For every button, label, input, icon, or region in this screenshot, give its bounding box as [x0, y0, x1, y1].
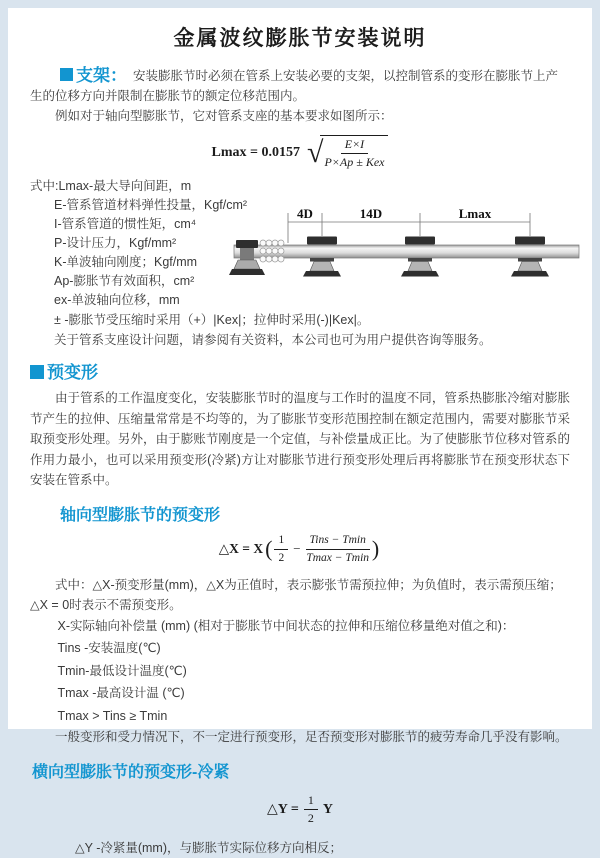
definition-line: ex-单波轴向位移，mm — [54, 293, 180, 307]
variable-line: Tmax > Tins ≥ Tmin — [57, 708, 168, 723]
support-heading: 支架： — [76, 66, 127, 85]
temperature-fraction — [306, 533, 370, 566]
variable-line: Tins -安装温度(℃) — [57, 641, 161, 655]
support-example-line: 例如对于轴向型膨胀节，它对管系支座的基本要求如图所示： — [55, 109, 393, 123]
pipe-support-diagram — [234, 205, 586, 300]
support-intro-paragraph — [30, 66, 570, 106]
half-numerator: 1 — [304, 793, 318, 810]
one-half-fraction — [274, 533, 288, 566]
pipe — [234, 245, 579, 258]
predeform-heading: 预变形 — [47, 363, 98, 382]
document-page — [8, 8, 592, 855]
lateral-formula-rhs: Y — [322, 801, 333, 817]
radical-sign: √ — [307, 135, 324, 169]
close-paren: ) — [371, 536, 380, 561]
lateral-formula — [30, 793, 570, 826]
axial-explain: 式中：△X-预变形量(mm)，△X为正值时，表示膨张节需预拉伸；为负值时，表示需预压缩；△X = 0时表示不需预变形。 — [30, 577, 562, 612]
axial-subheading: 轴向型膨胀节的预变形 — [60, 506, 221, 524]
definition-line: Ap-膨胀节有效面积，cm² — [54, 274, 195, 288]
half-numerator: 1 — [274, 533, 288, 550]
lmax-denominator: P×Ap ± Kex — [324, 155, 385, 169]
variable-line: Tmin-最低设计温度(℃) — [57, 663, 187, 678]
minus-operator: − — [293, 541, 301, 556]
predeform-body: 由于管系的工作温度变化，安装膨胀节时的温度与工作时的温度不同，管系热膨胀冷缩对膨胀节产生的拉伸、压缩量常常是不均等的，为了膨胀节变形范围控制在额定范围内，需要对膨胀节采取预变形处理。另外，由于膨账节刚度是一个定值，与补偿量成正比。为了使膨胀节位移对管系的作用力最小，也可以采用预变形(冷紧)方让对膨胀节进行预变形处理后再将膨胀节在预变形状态下安装在管系中。 — [30, 391, 570, 487]
axial-formula-lhs: △X = X — [218, 541, 264, 556]
lmax-formula — [30, 135, 570, 170]
lmax-formula-lhs: Lmax = 0.0157 — [211, 144, 300, 160]
dim-label-4d: 4D — [297, 206, 313, 221]
definition-line: P-设计压力，Kgf/mm² — [54, 236, 177, 250]
half-denominator: 2 — [278, 551, 285, 564]
page-title: 金属波纹膨胀节安装说明 — [173, 27, 427, 50]
lateral-formula-lhs: △Y = — [267, 802, 299, 817]
definitions-and-diagram — [30, 177, 570, 311]
pm-note: ± -膨胀节受压缩时采用（+）|Kex|；拉伸时采用(-)|Kex|。 — [54, 313, 370, 327]
one-half-fraction — [304, 793, 318, 826]
lateral-subheading: 横向型膨胀节的预变形-冷紧 — [32, 764, 230, 781]
lateral-explain: △Y -冷紧量(mm)，与膨胀节实际位移方向相反； — [75, 841, 343, 855]
section-predeform — [30, 363, 570, 858]
variable-line: X-实际轴向补偿量 (mm) (相对于膨胀节中间状态的拉伸和压缩位移量绝对值之和)： — [57, 618, 515, 633]
radical-body — [320, 135, 388, 170]
axial-variable-list — [30, 615, 570, 728]
variable-line: Tmax -最高设计温 (℃) — [57, 686, 185, 700]
service-note: 关于管系支座设计问题，请参阅有关资料，本公司也可为用户提供咨询等服务。 — [54, 332, 492, 347]
temp-denominator: Tmax − Tmin — [306, 551, 370, 564]
definition-line: I-管系管道的惯性矩，cm⁴ — [54, 217, 197, 231]
blue-square-bullet-icon — [60, 68, 73, 81]
dim-label-lmax: Lmax — [458, 206, 492, 221]
bellows — [260, 240, 284, 262]
open-paren: ( — [265, 536, 273, 561]
definition-line: K-单波轴向刚度；Kgf/mm — [54, 255, 198, 269]
temp-numerator: Tins − Tmin — [306, 533, 370, 550]
axial-note: 一般变形和受力情况下，不一定进行预变形，足否预变形对膨胀节的疲劳寿命几乎没有影响。 — [55, 730, 568, 744]
predeform-heading-row — [30, 363, 570, 383]
lmax-fraction — [324, 137, 384, 170]
support-intro-text: 安装膨胀节时必须在管系上安装必要的支架，以控制管系的变形在膨胀节上产生的位移方向并限制在膨胀节的额定位移范围内。 — [30, 69, 559, 103]
section-support — [30, 66, 570, 350]
lmax-numerator: E×I — [341, 137, 368, 154]
half-denominator: 2 — [307, 811, 314, 825]
definition-line: 式中:Lmax-最大导向间距，m — [30, 179, 192, 193]
dim-label-14d: 14D — [359, 206, 383, 221]
blue-square-bullet-icon — [30, 365, 44, 379]
definition-line: E-管系管道材料弹性投量，Kgf/cm² — [54, 198, 248, 212]
axial-formula — [30, 533, 570, 566]
